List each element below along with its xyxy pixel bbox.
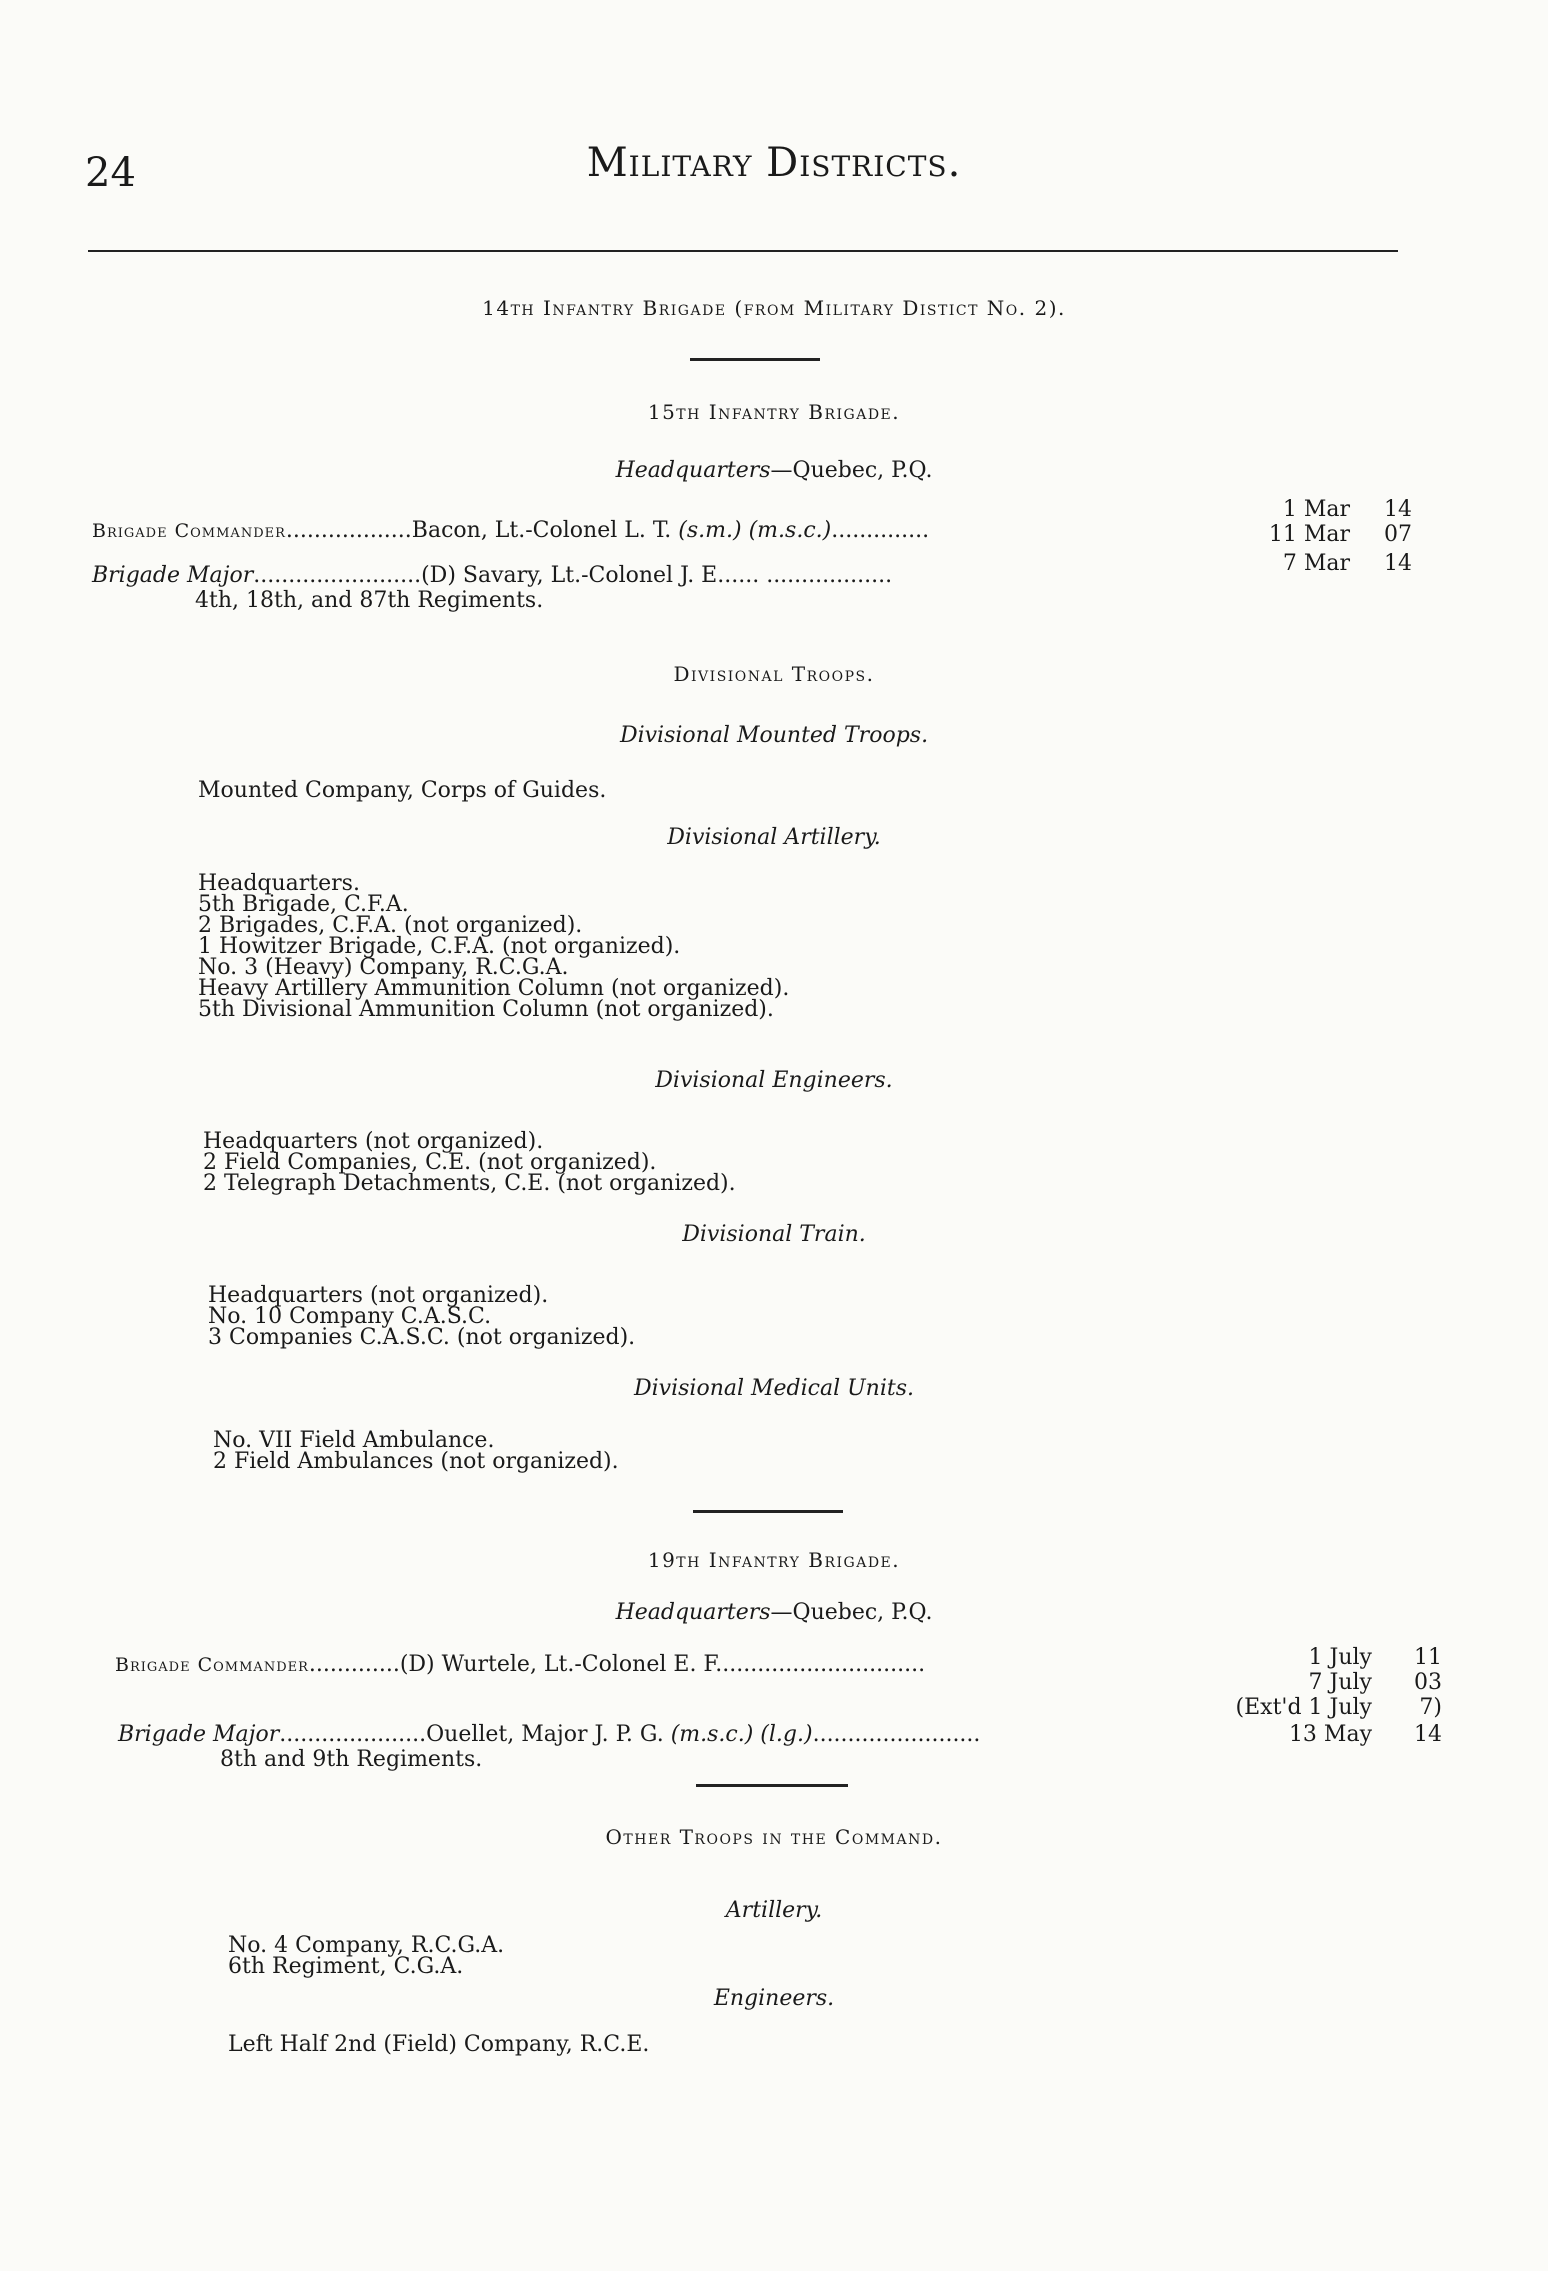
section-divider (693, 1510, 843, 1513)
list-item: Left Half 2nd (Field) Company, R.C.E. (228, 2032, 650, 2057)
list-item: 3 Companies C.A.S.C. (not organized). (208, 1325, 636, 1350)
divisional-train-list (208, 1285, 635, 1348)
major-name: (D) Savary, Lt.-Colonel J. E...... .................. (421, 563, 893, 588)
list-item: Headquarters (not organized). (208, 1283, 549, 1308)
major-label: Brigade Major (92, 563, 254, 588)
list-item: 2 Telegraph Detachments, C.E. (not organized). (203, 1171, 736, 1196)
other-engineers-heading: Engineers. (713, 1986, 835, 2011)
headquarters-label: Headquarters (615, 458, 771, 483)
list-item: Heavy Artillery Ammunition Column (not organized). (198, 976, 790, 1001)
list-item: No. VII Field Ambulance. (213, 1428, 495, 1453)
list-item: 2 Brigades, C.F.A. (not organized). (198, 913, 583, 938)
header-rule (88, 250, 1398, 252)
brigade-14-heading: 14th Infantry Brigade (from Military Distict No. 2). (482, 296, 1066, 320)
divisional-engineers-list (203, 1131, 736, 1194)
divisional-engineers-heading: Divisional Engineers. (655, 1068, 893, 1093)
major-year: 14 (1414, 1722, 1442, 1747)
major-date: 13 May (1288, 1722, 1372, 1747)
headquarters-label: Headquarters (615, 1600, 771, 1625)
leader-dots: .............................. (715, 1652, 926, 1677)
commander-year-2: 07 (1384, 522, 1412, 547)
commander-date-1: 1 July (1308, 1645, 1372, 1670)
commander-year-3: 7) (1419, 1695, 1442, 1720)
commander-name: (D) Wurtele, Lt.-Colonel E. F (399, 1652, 716, 1677)
brigade-19-regiments: 8th and 9th Regiments. (220, 1747, 483, 1772)
commander-label: Brigade Commander (115, 1654, 309, 1676)
list-item: Headquarters (not organized). (203, 1129, 544, 1154)
major-date: 7 Mar (1282, 551, 1350, 576)
leader-dots: ........................ (253, 563, 422, 588)
section-divider (696, 1784, 848, 1787)
list-item: No. 3 (Heavy) Company, R.C.G.A. (198, 955, 569, 980)
brigade-19-heading: 19th Infantry Brigade. (647, 1548, 901, 1572)
commander-date-1: 1 Mar (1282, 497, 1350, 522)
leader-dots: ............. (308, 1652, 400, 1677)
leader-dots: ..................... (279, 1722, 427, 1747)
list-item: No. 4 Company, R.C.G.A. (228, 1933, 505, 1958)
headquarters-place: —Quebec, P.Q. (770, 458, 933, 483)
commander-year-1: 11 (1414, 1645, 1442, 1670)
commander-year-1: 14 (1384, 497, 1412, 522)
list-item: Mounted Company, Corps of Guides. (198, 778, 607, 803)
list-item: 5th Divisional Ammunition Column (not organized). (198, 997, 774, 1022)
divisional-artillery-heading: Divisional Artillery. (667, 825, 881, 850)
commander-qualifications: (s.m.) (m.s.c.) (678, 518, 832, 543)
major-name: Ouellet, Major J. P. G. (426, 1722, 664, 1747)
list-item: 2 Field Ambulances (not organized). (213, 1449, 619, 1474)
brigade-19-headquarters (0, 1600, 1548, 1625)
other-artillery-heading: Artillery. (725, 1898, 823, 1923)
major-label: Brigade Major (118, 1722, 280, 1747)
leader-dots: .................. (285, 518, 412, 543)
commander-label: Brigade Commander (92, 520, 286, 542)
other-artillery-list (228, 1935, 504, 1977)
list-item: 1 Howitzer Brigade, C.F.A. (not organized). (198, 934, 681, 959)
list-item: Headquarters. (198, 871, 360, 896)
leader-dots: .............. (831, 518, 930, 543)
commander-name: Bacon, Lt.-Colonel L. T. (411, 518, 672, 543)
commander-year-2: 03 (1414, 1670, 1442, 1695)
page-title: Military Districts. (586, 140, 962, 186)
list-item: 5th Brigade, C.F.A. (198, 892, 409, 917)
section-divider (690, 358, 820, 361)
divisional-artillery-list (198, 873, 789, 1020)
list-item: No. 10 Company C.A.S.C. (208, 1304, 492, 1329)
major-year: 14 (1384, 551, 1412, 576)
headquarters-place: —Quebec, P.Q. (770, 1600, 933, 1625)
list-item: 6th Regiment, C.G.A. (228, 1954, 464, 1979)
brigade-19-commander-row (115, 1652, 925, 1677)
divisional-troops-heading: Divisional Troops. (673, 662, 875, 686)
page-number: 24 (85, 150, 136, 196)
leader-dots: ........................ (812, 1722, 981, 1747)
commander-date-2: 7 July (1308, 1670, 1372, 1695)
divisional-train-heading: Divisional Train. (682, 1222, 866, 1247)
brigade-15-major-row (92, 563, 892, 588)
brigade-15-commander-row (92, 518, 929, 543)
mounted-troops-heading: Divisional Mounted Troops. (619, 723, 929, 748)
other-troops-heading: Other Troops in the Command. (605, 1825, 943, 1849)
brigade-15-heading: 15th Infantry Brigade. (647, 400, 901, 424)
commander-date-2: 11 Mar (1268, 522, 1350, 547)
brigade-15-headquarters (0, 458, 1548, 483)
commander-date-3: (Ext'd 1 July (1235, 1695, 1372, 1720)
major-qualifications: (m.s.c.) (l.g.) (670, 1722, 813, 1747)
divisional-medical-list (213, 1430, 619, 1472)
list-item: 2 Field Companies, C.E. (not organized). (203, 1150, 657, 1175)
brigade-15-regiments: 4th, 18th, and 87th Regiments. (195, 588, 544, 613)
divisional-medical-heading: Divisional Medical Units. (633, 1376, 915, 1401)
brigade-19-major-row (118, 1722, 980, 1747)
